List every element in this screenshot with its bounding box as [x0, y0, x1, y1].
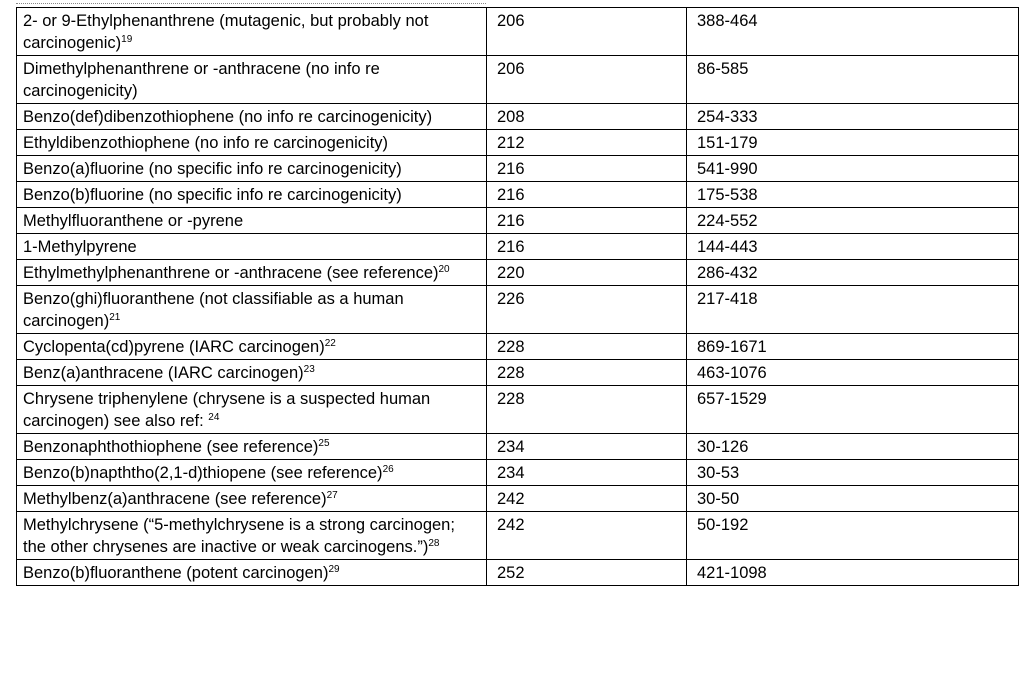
- range-cell: 421-1098: [687, 560, 1019, 586]
- molecular-weight-cell: 216: [487, 182, 687, 208]
- compound-cell: [17, 560, 487, 586]
- compound-table-container: [16, 7, 1018, 586]
- table-row: [17, 334, 1019, 360]
- compound-cell: [17, 182, 487, 208]
- molecular-weight-cell: 252: [487, 560, 687, 586]
- compound-cell: [17, 104, 487, 130]
- range-cell: 50-192: [687, 512, 1019, 560]
- reference-superscript: 22: [324, 338, 336, 349]
- compound-cell: [17, 360, 487, 386]
- range-cell: 144-443: [687, 234, 1019, 260]
- molecular-weight-cell: 216: [487, 156, 687, 182]
- molecular-weight-cell: 220: [487, 260, 687, 286]
- range-cell: 175-538: [687, 182, 1019, 208]
- compound-table: [16, 7, 1019, 586]
- table-row: [17, 182, 1019, 208]
- compound-name: Ethyldibenzothiophene (no info re carcinogenicity): [23, 134, 389, 152]
- reference-superscript: 24: [208, 412, 220, 423]
- molecular-weight-cell: 216: [487, 208, 687, 234]
- molecular-weight-cell: 234: [487, 434, 687, 460]
- compound-table-body: [17, 8, 1019, 586]
- compound-cell: [17, 234, 487, 260]
- reference-superscript: 21: [109, 312, 121, 323]
- compound-cell: [17, 208, 487, 234]
- table-row: [17, 560, 1019, 586]
- compound-cell: [17, 260, 487, 286]
- compound-name: Dimethylphenanthrene or -anthracene (no info re carcinogenicity): [23, 60, 380, 100]
- molecular-weight-cell: 242: [487, 486, 687, 512]
- compound-cell: [17, 434, 487, 460]
- compound-name: Benz(a)anthracene (IARC carcinogen): [23, 364, 304, 382]
- compound-cell: [17, 334, 487, 360]
- compound-cell: [17, 286, 487, 334]
- molecular-weight-cell: 228: [487, 334, 687, 360]
- compound-name: 1-Methylpyrene: [23, 238, 137, 256]
- range-cell: 541-990: [687, 156, 1019, 182]
- table-row: [17, 156, 1019, 182]
- table-row: [17, 260, 1019, 286]
- reference-superscript: 20: [438, 264, 450, 275]
- molecular-weight-cell: 212: [487, 130, 687, 156]
- table-row: [17, 286, 1019, 334]
- range-cell: 463-1076: [687, 360, 1019, 386]
- compound-name: Methylfluoranthene or -pyrene: [23, 212, 244, 230]
- compound-name: Benzo(b)napththo(2,1-d)thiopene (see reference): [23, 464, 383, 482]
- range-cell: 30-126: [687, 434, 1019, 460]
- compound-cell: [17, 156, 487, 182]
- compound-cell: [17, 486, 487, 512]
- table-row: [17, 386, 1019, 434]
- compound-cell: [17, 56, 487, 104]
- molecular-weight-cell: 228: [487, 386, 687, 434]
- range-cell: 286-432: [687, 260, 1019, 286]
- reference-superscript: 28: [428, 538, 440, 549]
- range-cell: 30-53: [687, 460, 1019, 486]
- table-row: [17, 130, 1019, 156]
- compound-name: 2- or 9-Ethylphenanthrene (mutagenic, but probably not carcinogenic): [23, 12, 429, 52]
- compound-name: Benzo(a)fluorine (no specific info re carcinogenicity): [23, 160, 402, 178]
- compound-name: Benzo(b)fluorine (no specific info re carcinogenicity): [23, 186, 402, 204]
- reference-superscript: 26: [382, 464, 394, 475]
- molecular-weight-cell: 226: [487, 286, 687, 334]
- molecular-weight-cell: 234: [487, 460, 687, 486]
- table-row: [17, 486, 1019, 512]
- reference-superscript: 29: [328, 564, 340, 575]
- range-cell: 388-464: [687, 8, 1019, 56]
- range-cell: 151-179: [687, 130, 1019, 156]
- compound-cell: [17, 8, 487, 56]
- table-row: [17, 208, 1019, 234]
- compound-cell: [17, 130, 487, 156]
- range-cell: 869-1671: [687, 334, 1019, 360]
- range-cell: 217-418: [687, 286, 1019, 334]
- compound-name: Benzo(ghi)fluoranthene (not classifiable as a human carcinogen): [23, 290, 404, 330]
- compound-name: Benzo(def)dibenzothiophene (no info re carcinogenicity): [23, 108, 433, 126]
- molecular-weight-cell: 206: [487, 8, 687, 56]
- compound-cell: [17, 386, 487, 434]
- compound-cell: [17, 460, 487, 486]
- reference-superscript: 19: [121, 34, 133, 45]
- range-cell: 254-333: [687, 104, 1019, 130]
- compound-name: Methylchrysene (“5-methylchrysene is a strong carcinogen; the other chrysenes are inactive or weak carcinogens.”): [23, 516, 455, 556]
- table-row: [17, 512, 1019, 560]
- compound-name: Methylbenz(a)anthracene (see reference): [23, 490, 327, 508]
- range-cell: 30-50: [687, 486, 1019, 512]
- table-row: [17, 234, 1019, 260]
- range-cell: 657-1529: [687, 386, 1019, 434]
- table-row: [17, 360, 1019, 386]
- compound-name: Cyclopenta(cd)pyrene (IARC carcinogen): [23, 338, 325, 356]
- molecular-weight-cell: 228: [487, 360, 687, 386]
- compound-name: Benzo(b)fluoranthene (potent carcinogen): [23, 564, 329, 582]
- compound-cell: [17, 512, 487, 560]
- compound-name: Ethylmethylphenanthrene or -anthracene (see reference): [23, 264, 439, 282]
- table-row: [17, 8, 1019, 56]
- molecular-weight-cell: 206: [487, 56, 687, 104]
- range-cell: 224-552: [687, 208, 1019, 234]
- table-row: [17, 56, 1019, 104]
- molecular-weight-cell: 216: [487, 234, 687, 260]
- compound-name: Benzonaphthothiophene (see reference): [23, 438, 319, 456]
- reference-superscript: 25: [318, 438, 330, 449]
- reference-superscript: 27: [326, 490, 338, 501]
- table-row: [17, 434, 1019, 460]
- table-row: [17, 460, 1019, 486]
- range-cell: 86-585: [687, 56, 1019, 104]
- molecular-weight-cell: 208: [487, 104, 687, 130]
- table-row: [17, 104, 1019, 130]
- compound-name: Chrysene triphenylene (chrysene is a suspected human carcinogen) see also ref:: [23, 390, 431, 430]
- reference-superscript: 23: [303, 364, 315, 375]
- molecular-weight-cell: 242: [487, 512, 687, 560]
